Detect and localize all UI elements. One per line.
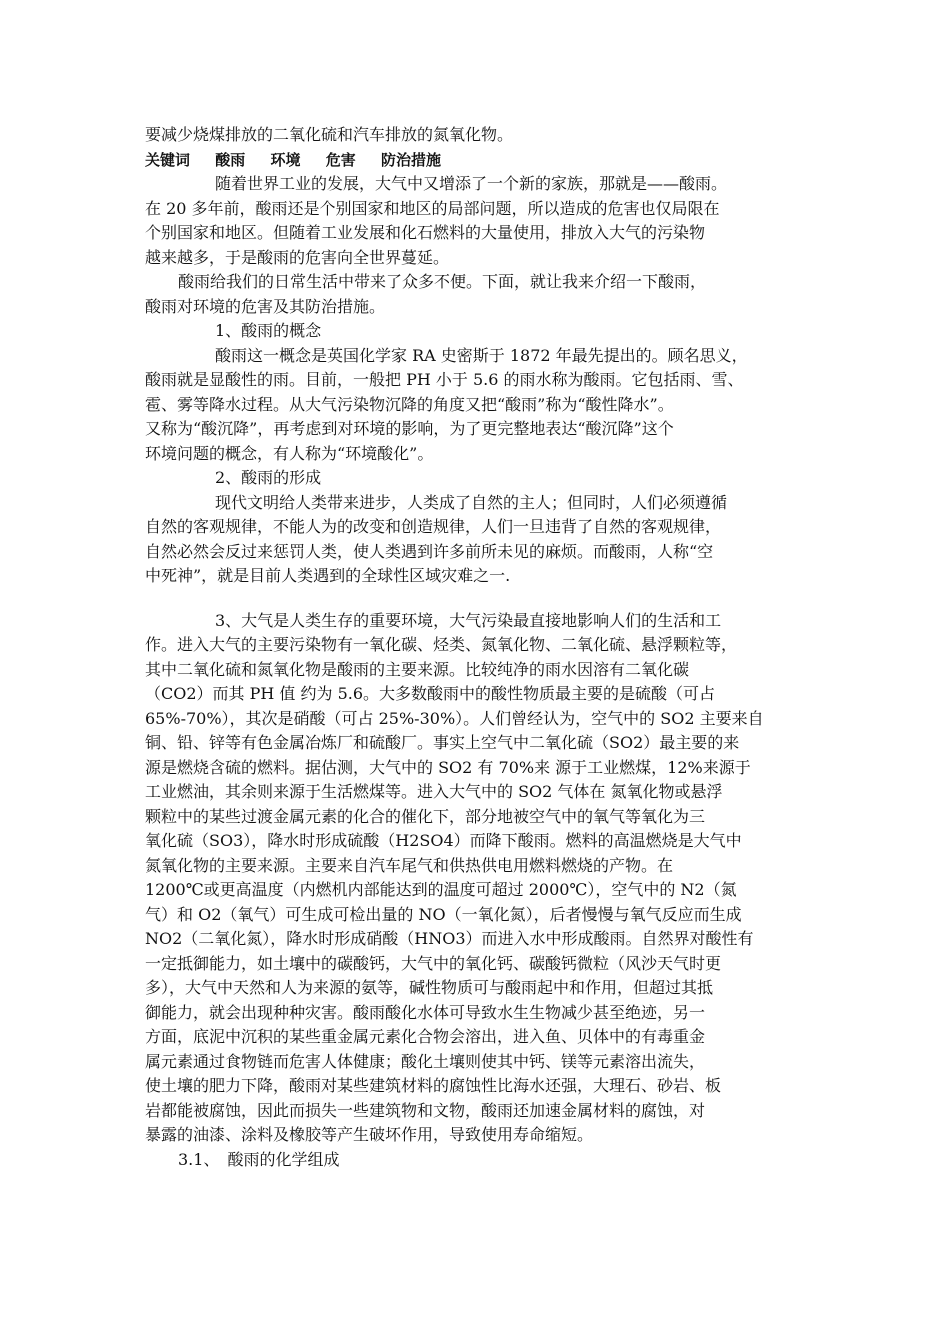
text-line: 1200℃或更高温度（内燃机内部能达到的温度可超过 2000℃），空气中的 N2（氮 [145, 880, 737, 899]
paragraph-formation [145, 491, 815, 589]
text-line: 使土壤的肥力下降，酸雨对某些建筑材料的腐蚀性比海水还强，大理石、砂岩、板 [145, 1076, 722, 1095]
keyword: 危害 [325, 150, 356, 169]
section-heading-formation: 2、酸雨的形成 [215, 468, 322, 487]
text-line: 铜、铅、锌等有色金属冶炼厂和硫酸厂。事实上空气中二氧化硫（SO2）最主要的来 [145, 733, 740, 752]
keyword: 环境 [270, 150, 301, 169]
text-line: 越来越多，于是酸雨的危害向全世界蔓延。 [145, 247, 450, 267]
paragraph-gap [145, 589, 815, 609]
text-line: 颗粒中的某些过渡金属元素的化合的催化下，部分地被空气中的氧气等氧化为三 [145, 806, 706, 826]
paragraph-concept [145, 344, 815, 467]
keyword: 防治措施 [381, 150, 442, 169]
text-line: 现代文明给人类带来进步，人类成了自然的主人；但同时，人们必须遵循 [215, 492, 728, 512]
keywords-label: 关键词 [145, 150, 191, 169]
keywords-line [145, 148, 815, 173]
text-line: 自然的客观规律，不能人为的改变和创造规律，人们一旦违背了自然的客观规律， [145, 517, 722, 536]
text-line: 随着世界工业的发展，大气中又增添了一个新的家族，那就是——酸雨。 [215, 174, 728, 193]
paragraph-atmosphere [145, 609, 815, 1148]
text-line: （CO2）而其 PH 值 约为 5.6。大多数酸雨中的酸性物质最主要的是硫酸（可占 [145, 684, 716, 703]
text-line: 在 20 多年前，酸雨还是个别国家和地区的局部问题，所以造成的危害也仅局限在 [145, 198, 720, 218]
text-line: 个别国家和地区。但随着工业发展和化石燃料的大量使用，排放入大气的污染物 [145, 223, 706, 242]
paragraph-intro [145, 172, 815, 270]
text-line: 3、大气是人类生存的重要环境，大气污染最直接地影响人们的生活和工 [215, 610, 722, 630]
text-line: 暴露的油漆、涂料及橡胶等产生破坏作用，导致使用寿命缩短。 [145, 1125, 594, 1144]
intro-tail: 要减少烧煤排放的二氧化硫和汽车排放的氮氧化物。 [145, 125, 514, 144]
text-line: 工业燃油，其余则来源于生活燃煤等。进入大气中的 SO2 气体在 氮氧化物或悬浮 [145, 782, 723, 801]
text-line: 其中二氧化硫和氮氧化物是酸雨的主要来源。比较纯净的雨水因溶有二氧化碳 [145, 659, 690, 679]
text-line: 多），大气中天然和人为来源的氨等，碱性物质可与酸雨起中和作用，但超过其抵 [145, 978, 714, 997]
section-heading-chemical-composition: 3.1、 酸雨的化学组成 [178, 1149, 340, 1169]
text-line: 自然必然会反过来惩罚人类，使人类遇到许多前所未见的麻烦。而酸雨，人称“空 [145, 541, 714, 561]
keyword: 酸雨 [215, 150, 246, 169]
paragraph-overview [145, 270, 815, 319]
text-line: 中死神”，就是目前人类遇到的全球性区域灾难之一. [145, 566, 511, 585]
text-line: 一定抵御能力，如土壤中的碳酸钙，大气中的氧化钙、碳酸钙微粒（风沙天气时更 [145, 953, 722, 973]
text-line: 环境问题的概念，有人称为“环境酸化”。 [145, 443, 434, 463]
text-line: 氮氧化物的主要来源。主要来自汽车尾气和供热供电用燃料燃烧的产物。在 [145, 855, 674, 875]
text-line: 源是燃烧含硫的燃料。据估测，大气中的 SO2 有 70%来 源于工业燃煤，12%来源于 [145, 757, 751, 777]
text-line: 岩都能被腐蚀，因此而损失一些建筑物和文物，酸雨还加速金属材料的腐蚀，对 [145, 1100, 706, 1120]
section-heading-concept: 1、酸雨的概念 [215, 321, 322, 340]
text-line: 属元素通过食物链而危害人体健康；酸化土壤则使其中钙、镁等元素溶出流失， [145, 1051, 706, 1071]
text-line: 酸雨给我们的日常生活中带来了众多不便。下面，就让我来介绍一下酸雨， [178, 272, 707, 291]
text-line: 雹、雾等降水过程。从大气污染物沉降的角度又把“酸雨”称为“酸性降水”。 [145, 394, 674, 414]
text-line: 酸雨这一概念是英国化学家 RA 史密斯于 1872 年最先提出的。顾名思义， [215, 345, 748, 365]
text-line: 酸雨就是显酸性的雨。目前，一般把 PH 小于 5.6 的雨水称为酸雨。它包括雨、雪、 [145, 370, 744, 389]
document-body [145, 123, 815, 1172]
text-line: 御能力，就会出现种种灾害。酸雨酸化水体可导致水生生物减少甚至绝迹，另一 [145, 1002, 706, 1022]
text-line: 65%-70%），其次是硝酸（可占 25%-30%）。人们曾经认为，空气中的 SO2 主要来自 [145, 708, 764, 728]
text-line: NO2（二氧化氮），降水时形成硝酸（HNO3）而进入水中形成酸雨。自然界对酸性有 [145, 929, 754, 948]
text-line: 氧化硫（SO3），降水时形成硫酸（H2SO4）而降下酸雨。燃料的高温燃烧是大气中 [145, 831, 742, 850]
text-line: 作。进入大气的主要污染物有一氧化碳、烃类、氮氧化物、二氧化硫、悬浮颗粒等， [145, 635, 738, 654]
text-line: 又称为“酸沉降”，再考虑到对环境的影响，为了更完整地表达“酸沉降”这个 [145, 419, 674, 438]
text-line: 方面，底泥中沉积的某些重金属元素化合物会溶出，进入鱼、贝体中的有毒重金 [145, 1027, 706, 1046]
text-line: 酸雨对环境的危害及其防治措施。 [145, 296, 386, 316]
text-line: 气）和 O2（氧气）可生成可检出量的 NO（一氧化氮），后者慢慢与氧气反应而生成 [145, 904, 742, 924]
